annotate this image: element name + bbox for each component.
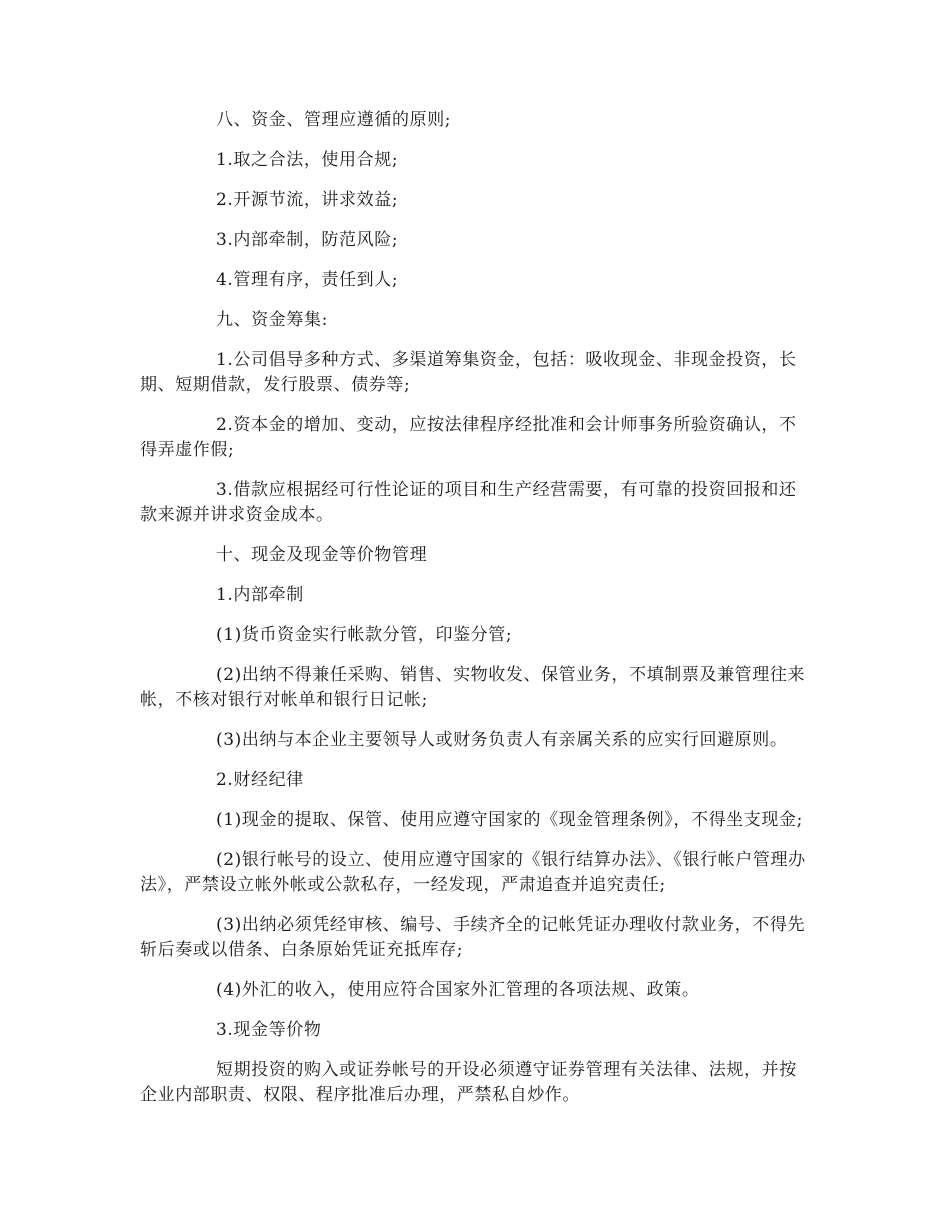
heading-cash-management: 十、现金及现金等价物管理 xyxy=(216,545,428,565)
paragraph: 短期投资的购入或证券帐号的开设必须遵守证券管理有关法律、法规，并按企业内部职责、权限、程序批准后办理，严禁私自炒作。 xyxy=(140,1060,797,1105)
paragraph: (4)外汇的收入，使用应符合国家外汇管理的各项法规、政策。 xyxy=(216,980,700,1000)
subheading-internal-control: 1.内部牵制 xyxy=(216,585,304,605)
paragraph: 4.管理有序，责任到人; xyxy=(216,270,399,290)
paragraph: (2)出纳不得兼任采购、销售、实物收发、保管业务，不填制票及兼管理往来帐，不核对银行对帐单和银行日记帐; xyxy=(140,665,806,710)
paragraph: 2.开源节流，讲求效益; xyxy=(216,190,399,210)
heading-principles: 八、资金、管理应遵循的原则; xyxy=(216,110,452,130)
subheading-financial-discipline: 2.财经纪律 xyxy=(216,770,304,790)
paragraph: (3)出纳必须凭经审核、编号、手续齐全的记帐凭证办理收付款业务，不得先斩后奏或以借条、白条原始凭证充抵库存; xyxy=(140,915,806,960)
subheading-cash-equivalents: 3.现金等价物 xyxy=(216,1020,322,1040)
paragraph: (1)现金的提取、保管、使用应遵守国家的《现金管理条例》，不得坐支现金; xyxy=(216,810,803,830)
paragraph: (1)货币资金实行帐款分管，印鉴分管; xyxy=(216,625,513,645)
paragraph: 3.借款应根据经可行性论证的项目和生产经营需要，有可靠的投资回报和还款来源并讲求资金成本。 xyxy=(140,480,797,525)
document-body xyxy=(140,108,812,1123)
paragraph: 1.公司倡导多种方式、多渠道筹集资金，包括：吸收现金、非现金投资，长期、短期借款，发行股票、债券等; xyxy=(140,350,797,395)
paragraph: (2)银行帐号的设立、使用应遵守国家的《银行结算办法》、《银行帐户管理办法》，严禁设立帐外帐或公款私存，一经发现，严肃追查并追究责任; xyxy=(140,850,806,895)
paragraph: 3.内部牵制，防范风险; xyxy=(216,230,399,250)
heading-fund-raising: 九、资金筹集: xyxy=(216,310,328,330)
paragraph: 1.取之合法，使用合规; xyxy=(216,150,399,170)
paragraph: 2.资本金的增加、变动，应按法律程序经批准和会计师事务所验资确认，不得弄虚作假; xyxy=(140,415,797,460)
paragraph: (3)出纳与本企业主要领导人或财务负责人有亲属关系的应实行回避原则。 xyxy=(216,730,788,750)
